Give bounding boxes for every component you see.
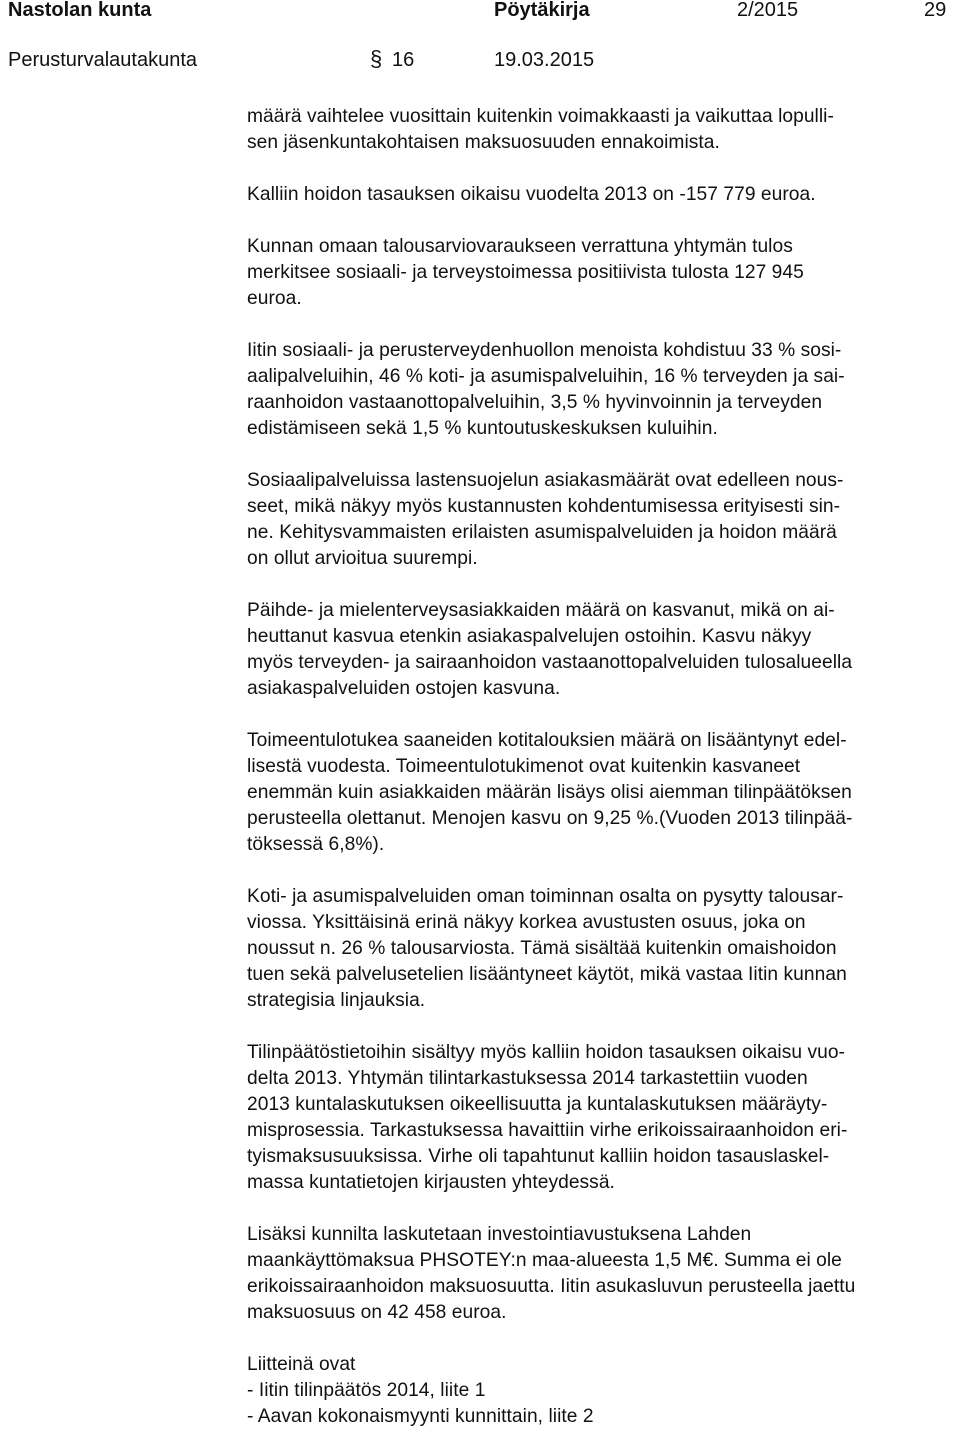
text-line: Kalliin hoidon tasauksen oikaisu vuodelta 2013 on -157 779 euroa.	[247, 184, 816, 205]
text-line: tyismaksusuuksissa. Virhe oli tapahtunut kalliin hoidon tasauslaskel-	[247, 1146, 830, 1167]
text-line: Lisäksi kunnilta laskutetaan investointiavustuksena Lahden	[247, 1224, 752, 1245]
text-line: määrä vaihtelee vuosittain kuitenkin voimakkaasti ja vaikuttaa lopulli-	[247, 106, 834, 127]
section-number: 16	[392, 49, 415, 71]
committee-name: Perusturvalautakunta	[8, 49, 198, 71]
text-line: erikoissairaanhoidon maksuosuutta. Iitin asukasluvun perusteella jaettu	[247, 1276, 856, 1297]
meeting-date: 19.03.2015	[494, 49, 595, 71]
attachments-heading: Liitteinä ovat	[247, 1354, 356, 1375]
document-type: Pöytäkirja	[494, 0, 590, 21]
text-line: Toimeentulotukea saaneiden kotitalouksien määrä on lisääntynyt edel-	[247, 730, 847, 751]
text-line: enemmän kuin asiakkaiden määrän lisäys olisi aiemman tilinpäätöksen	[247, 782, 852, 803]
text-line: perusteella olettanut. Menojen kasvu on 9,25 %.(Vuoden 2013 tilinpää-	[247, 808, 853, 829]
organization-name: Nastolan kunta	[8, 0, 152, 21]
text-line: noussut n. 26 % talousarviosta. Tämä sisältää kuitenkin omaishoidon	[247, 938, 837, 959]
text-line: myös terveyden- ja sairaanhoidon vastaanottopalveluiden tulosalueella	[247, 652, 853, 673]
text-line: sen jäsenkuntakohtaisen maksuosuuden ennakoimista.	[247, 132, 720, 153]
text-line: maankäyttömaksua PHSOTEY:n maa-alueesta 1,5 M€. Summa ei ole	[247, 1250, 842, 1271]
text-line: asiakaspalveluiden ostojen kasvuna.	[247, 678, 561, 699]
text-line: seet, mikä näkyy myös kustannusten kohdentumisessa erityisesti sin-	[247, 496, 841, 517]
text-line: heuttanut kasvua etenkin asiakaspalvelujen ostoihin. Kasvu näkyy	[247, 626, 812, 647]
text-line: strategisia linjauksia.	[247, 990, 426, 1011]
text-line: delta 2013. Yhtymän tilintarkastuksessa 2014 tarkastettiin vuoden	[247, 1068, 808, 1089]
text-line: tuen sekä palvelusetelien lisääntyneet käytöt, mikä vastaa Iitin kunnan	[247, 964, 847, 985]
text-line: töksessä 6,8%).	[247, 834, 385, 855]
text-line: Tilinpäätöstietoihin sisältyy myös kalliin hoidon tasauksen oikaisu vuo-	[247, 1042, 845, 1063]
text-line: massa kuntatietojen kirjausten yhteydessä.	[247, 1172, 615, 1193]
text-line: Päihde- ja mielenterveysasiakkaiden määrä on kasvanut, mikä on ai-	[247, 600, 835, 621]
text-line: raanhoidon vastaanottopalveluihin, 3,5 % hyvinvoinnin ja terveyden	[247, 392, 823, 413]
text-line: Sosiaalipalveluissa lastensuojelun asiakasmäärät ovat edelleen nous-	[247, 470, 844, 491]
text-line: merkitsee sosiaali- ja terveystoimessa positiivista tulosta 127 945	[247, 262, 804, 283]
text-line: aalipalveluihin, 46 % koti- ja asumispalveluihin, 16 % terveyden ja sai-	[247, 366, 845, 387]
text-line: 2013 kuntalaskutuksen oikeellisuutta ja kuntalaskutuksen määräyty-	[247, 1094, 828, 1115]
text-line: lisestä vuodesta. Toimeentulotukimenot ovat kuitenkin kasvaneet	[247, 756, 801, 777]
text-line: Kunnan omaan talousarviovaraukseen verrattuna yhtymän tulos	[247, 236, 793, 257]
text-line: Iitin sosiaali- ja perusterveydenhuollon menoista kohdistuu 33 % sosi-	[247, 340, 842, 361]
text-line: Koti- ja asumispalveluiden oman toiminnan osalta on pysytty talousar-	[247, 886, 844, 907]
attachment-item: - Iitin tilinpäätös 2014, liite 1	[247, 1380, 486, 1401]
text-line: edistämiseen sekä 1,5 % kuntoutuskeskuksen kuluihin.	[247, 418, 718, 439]
section-symbol: §	[370, 46, 383, 71]
text-line: viossa. Yksittäisinä erinä näkyy korkea avustusten osuus, joka on	[247, 912, 806, 933]
text-line: ne. Kehitysvammaisten erilaisten asumispalveluiden ja hoidon määrä	[247, 522, 837, 543]
attachment-item: - Aavan kokonaismyynti kunnittain, liite 2	[247, 1406, 594, 1427]
text-line: euroa.	[247, 288, 302, 309]
page-number: 29	[924, 0, 947, 21]
text-line: maksuosuus on 42 458 euroa.	[247, 1302, 507, 1323]
document-number: 2/2015	[737, 0, 799, 21]
text-line: misprosessia. Tarkastuksessa havaittiin virhe erikoissairaanhoidon eri-	[247, 1120, 848, 1141]
text-line: on ollut arvioitua suurempi.	[247, 548, 478, 569]
